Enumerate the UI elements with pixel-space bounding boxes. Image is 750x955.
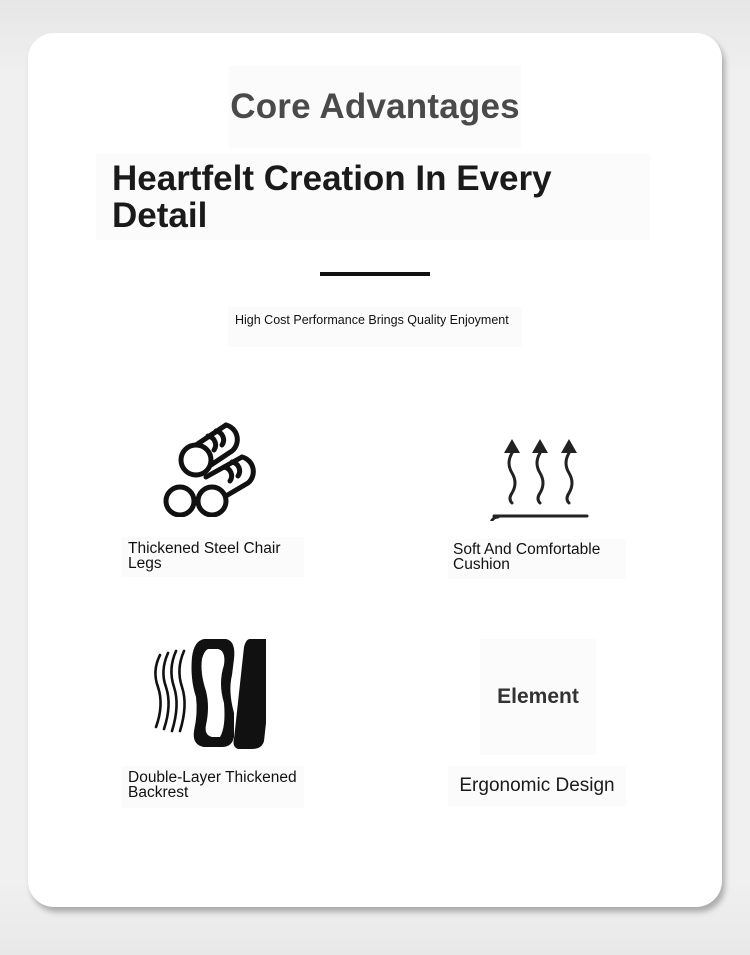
section-title: Core Advantages	[229, 66, 521, 148]
advantages-card	[28, 33, 722, 907]
divider-line	[320, 272, 430, 276]
subtitle: High Cost Performance Brings Quality Enjoyment	[228, 307, 522, 347]
feature-ergonomic-label: Ergonomic Design	[448, 766, 626, 806]
feature-steel-legs-label: Thickened Steel Chair Legs	[122, 537, 304, 577]
headline: Heartfelt Creation In Every Detail	[96, 154, 650, 240]
double-layer-backrest-icon	[146, 631, 266, 751]
steel-tubes-icon	[156, 405, 268, 517]
feature-cushion-label: Soft And Comfortable Cushion	[448, 539, 626, 579]
element-placeholder: Element	[480, 639, 596, 755]
warm-cushion-icon	[468, 401, 603, 521]
feature-backrest-label: Double-Layer Thickened Backrest	[122, 766, 304, 808]
